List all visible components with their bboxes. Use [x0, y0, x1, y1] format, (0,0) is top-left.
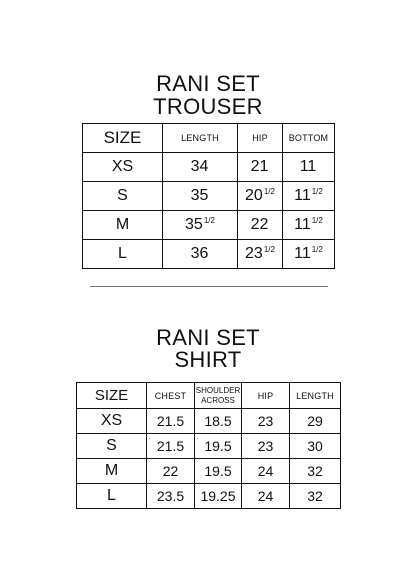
- size-cell: L: [83, 240, 163, 269]
- shirt-title-line1: RANI SET: [156, 325, 260, 350]
- table-row: [83, 153, 335, 182]
- chest-cell: 21.5: [147, 434, 195, 459]
- shirt-title-line2: SHIRT: [174, 347, 242, 372]
- chest-cell: 23.5: [147, 484, 195, 509]
- table-row: [77, 434, 341, 459]
- shoulder-cell: 19.5: [195, 459, 242, 484]
- length-cell: 32: [290, 484, 341, 509]
- bottom-cell: $11^{1/2}$: [283, 211, 335, 240]
- chest-header: CHEST: [147, 383, 195, 409]
- table-row: [83, 240, 335, 269]
- length-header: LENGTH: [163, 124, 238, 153]
- hip-cell: 23: [242, 434, 290, 459]
- length-cell: 36: [163, 240, 238, 269]
- bottom-cell: 11: [283, 153, 335, 182]
- hip-cell: $23^{1/2}$: [238, 240, 283, 269]
- trouser-size-table: [82, 123, 335, 269]
- size-cell: S: [83, 182, 163, 211]
- hip-cell: 23: [242, 409, 290, 434]
- chest-cell: 21.5: [147, 409, 195, 434]
- length-cell: 34: [163, 153, 238, 182]
- chest-cell: 22: [147, 459, 195, 484]
- table-row: [83, 182, 335, 211]
- table-row: [77, 459, 341, 484]
- section-divider: [90, 286, 328, 287]
- length-cell: $35^{1/2}$: [163, 211, 238, 240]
- bottom-cell: $11^{1/2}$: [283, 182, 335, 211]
- hip-cell: 21: [238, 153, 283, 182]
- bottom-cell: $11^{1/2}$: [283, 240, 335, 269]
- shoulder-cell: 19.25: [195, 484, 242, 509]
- length-cell: 35: [163, 182, 238, 211]
- length-header: LENGTH: [290, 383, 341, 409]
- size-cell: XS: [77, 409, 147, 434]
- hip-cell: 24: [242, 484, 290, 509]
- trouser-title-line1: RANI SET: [156, 71, 260, 96]
- size-cell: L: [77, 484, 147, 509]
- trouser-title-line2: TROUSER: [153, 94, 263, 119]
- table-header-row: [77, 383, 341, 409]
- shoulder-cell: 18.5: [195, 409, 242, 434]
- hip-header: HIP: [242, 383, 290, 409]
- size-cell: M: [77, 459, 147, 484]
- table-row: [83, 211, 335, 240]
- length-cell: 30: [290, 434, 341, 459]
- size-header: SIZE: [83, 124, 163, 153]
- table-header-row: [83, 124, 335, 153]
- table-row: [77, 409, 341, 434]
- hip-cell: 22: [238, 211, 283, 240]
- length-cell: 29: [290, 409, 341, 434]
- length-cell: 32: [290, 459, 341, 484]
- shirt-size-table: [76, 382, 341, 509]
- hip-cell: $20^{1/2}$: [238, 182, 283, 211]
- size-cell: M: [83, 211, 163, 240]
- hip-header: HIP: [238, 124, 283, 153]
- size-header: SIZE: [77, 383, 147, 409]
- shoulder-across-header: SHOULDER ACROSS: [195, 383, 242, 409]
- hip-cell: 24: [242, 459, 290, 484]
- size-cell: S: [77, 434, 147, 459]
- table-row: [77, 484, 341, 509]
- bottom-header: BOTTOM: [283, 124, 335, 153]
- size-cell: XS: [83, 153, 163, 182]
- shoulder-cell: 19.5: [195, 434, 242, 459]
